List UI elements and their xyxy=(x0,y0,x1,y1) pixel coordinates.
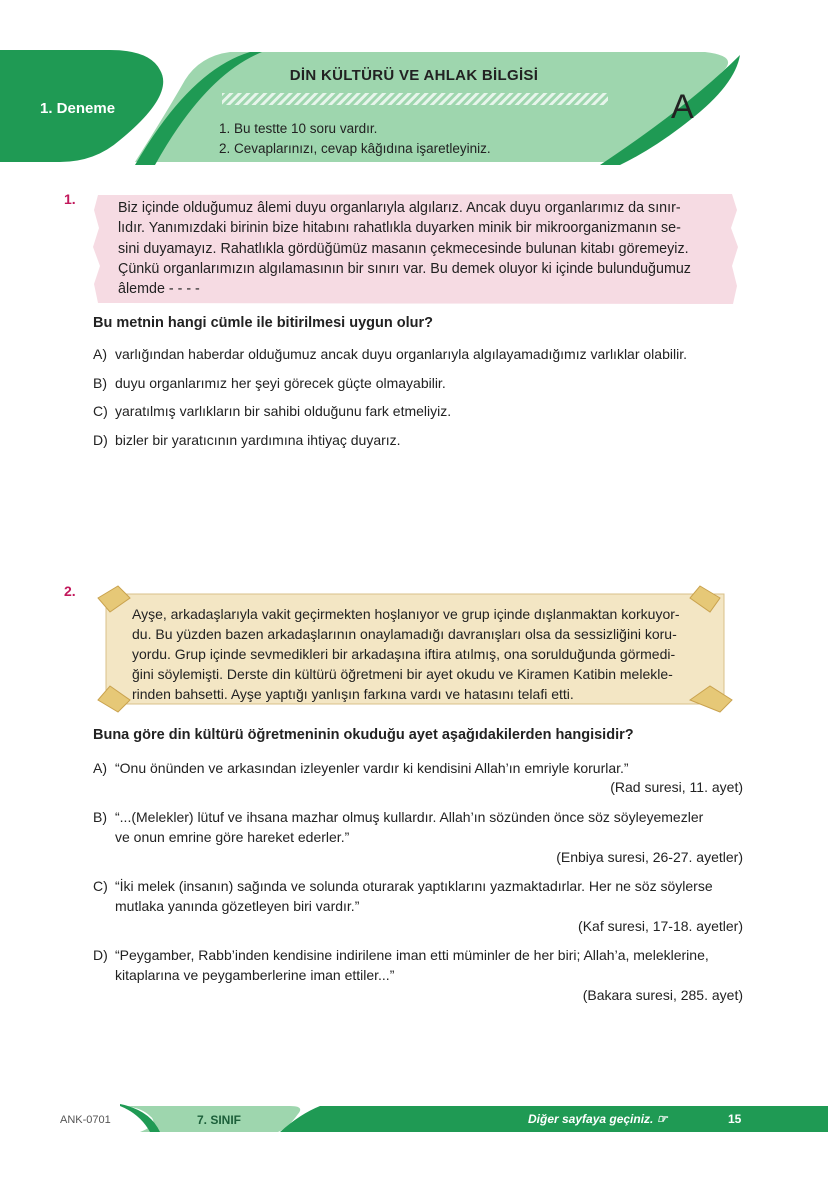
option-text: “Onu önünden ve arkasından izleyenler vardır ki kendisini Allah’ın emriyle korurlar.” xyxy=(115,760,629,776)
subject-title: DİN KÜLTÜRÜ VE AHLAK BİLGİSİ xyxy=(289,67,539,84)
option-text: “...(Melekler) lütuf ve ihsana mazhar olmuş kullardır. Allah’ın sözünden önce söz söyleyemezler xyxy=(115,809,704,825)
passage-line: Ayşe, arkadaşlarıyla vakit geçirmekten hoşlanıyor ve grup içinde dışlanmaktan korkuyor- xyxy=(132,606,680,622)
option-text: varlığından haberdar olduğumuz ancak duyu organlarıyla algılayamadığımız varlıklar olabilir. xyxy=(115,346,687,362)
question-2-option-b-reference: (Enbiya suresi, 26-27. ayetler) xyxy=(556,849,743,865)
passage-line: âlemde - - - - xyxy=(118,281,200,298)
passage-line: Çünkü organlarımızın algılamasının bir sınırı var. Bu demek oluyor ki içinde bulunduğumuz xyxy=(118,260,691,277)
passage-line: du. Bu yüzden bazen arkadaşlarının onaylamadığı davranışları olsa da sessizliğini koru- xyxy=(132,626,677,642)
booklet-letter: A xyxy=(671,88,694,126)
option-letter: B) xyxy=(93,375,107,391)
option-text: bizler bir yaratıcının yardımına ihtiyaç duyarız. xyxy=(115,432,401,448)
question-2-passage xyxy=(132,604,711,704)
question-2-stem: Buna göre din kültürü öğretmeninin okuduğu ayet aşağıdakilerden hangisidir? xyxy=(93,727,634,743)
question-2-option-d-reference: (Bakara suresi, 285. ayet) xyxy=(582,987,743,1003)
option-text: “Peygamber, Rabb’inden kendisine indirilene iman etti müminler de her biri; Allah’a, meleklerine, xyxy=(115,947,709,963)
question-2-option-a[interactable] xyxy=(93,758,743,778)
question-1-option-a[interactable] xyxy=(93,344,687,364)
instruction-2: 2. Cevaplarınızı, cevap kâğıdına işaretleyiniz. xyxy=(219,141,491,156)
question-1-stem: Bu metnin hangi cümle ile bitirilmesi uygun olur? xyxy=(93,315,433,331)
question-1-option-c[interactable] xyxy=(93,401,451,421)
document-code: ANK-0701 xyxy=(60,1114,111,1126)
question-2-option-c-reference: (Kaf suresi, 17-18. ayetler) xyxy=(578,918,743,934)
option-text-continued: kitaplarına ve peygamberlerine iman ettiler...” xyxy=(115,967,395,983)
instructions xyxy=(219,119,491,159)
question-2-option-d[interactable] xyxy=(93,945,753,985)
option-letter: A) xyxy=(93,760,107,776)
question-2-option-a-reference: (Rad suresi, 11. ayet) xyxy=(610,779,743,795)
grade-label: 7. SINIF xyxy=(197,1113,242,1127)
page-number: 15 xyxy=(728,1112,742,1126)
option-text: duyu organlarımız her şeyi görecek güçte olmayabilir. xyxy=(115,375,446,391)
option-letter: C) xyxy=(93,403,108,419)
passage-line: Biz içinde olduğumuz âlemi duyu organlarıyla algılarız. Ancak duyu organlarımız da sınır- xyxy=(118,200,681,216)
passage-line: lıdır. Yanımızdaki birinin bize hitabını rahatlıkla duyarken minik bir mikroorganizmanın se- xyxy=(118,220,681,237)
question-2-number: 2. xyxy=(64,583,76,599)
passage-line: rinden bahsetti. Ayşe yaptığı yanlışın farkına vardı ve hatasını telafi etti. xyxy=(132,686,574,702)
passage-line: yordu. Grup içinde sevmedikleri bir arkadaşına iftira atılmış, ona sorulduğunda görmedi- xyxy=(132,646,676,662)
option-letter: B) xyxy=(93,809,107,825)
instruction-1: 1. Bu testte 10 soru vardır. xyxy=(219,121,378,136)
passage-line: sini duyamayız. Rahatlıkla gördüğümüz masanın çekmecesinde bulunan kitabı göremeyiz. xyxy=(118,240,689,257)
option-letter: D) xyxy=(93,947,108,963)
footer-bar xyxy=(0,1100,828,1140)
question-2-option-c[interactable] xyxy=(93,876,753,916)
next-page-note: Diğer sayfaya geçiniz. ☞ xyxy=(528,1112,668,1126)
option-letter: A) xyxy=(93,346,107,362)
question-1-number: 1. xyxy=(64,191,76,207)
passage-line: ğini söylemişti. Derste din kültürü öğretmeni bir ayet okudu ve Kiramen Katibin melekle- xyxy=(132,666,673,682)
option-text-continued: ve onun emrine göre hareket ederler.” xyxy=(115,829,350,845)
question-1-option-b[interactable] xyxy=(93,373,446,393)
option-letter: D) xyxy=(93,432,108,448)
test-label: 1. Deneme xyxy=(40,100,116,117)
option-text-continued: mutlaka yanında gözetleyen biri vardır.” xyxy=(115,898,360,914)
option-letter: C) xyxy=(93,878,108,894)
option-text: “İki melek (insanın) sağında ve solunda oturarak yaptıklarını yazmaktadırlar. Her ne söz söylerse xyxy=(115,878,713,894)
question-2-option-b[interactable] xyxy=(93,807,753,847)
option-text: yaratılmış varlıkların bir sahibi olduğunu fark etmeliyiz. xyxy=(115,403,452,419)
question-1-passage xyxy=(118,198,716,299)
question-1-option-d[interactable] xyxy=(93,430,401,450)
